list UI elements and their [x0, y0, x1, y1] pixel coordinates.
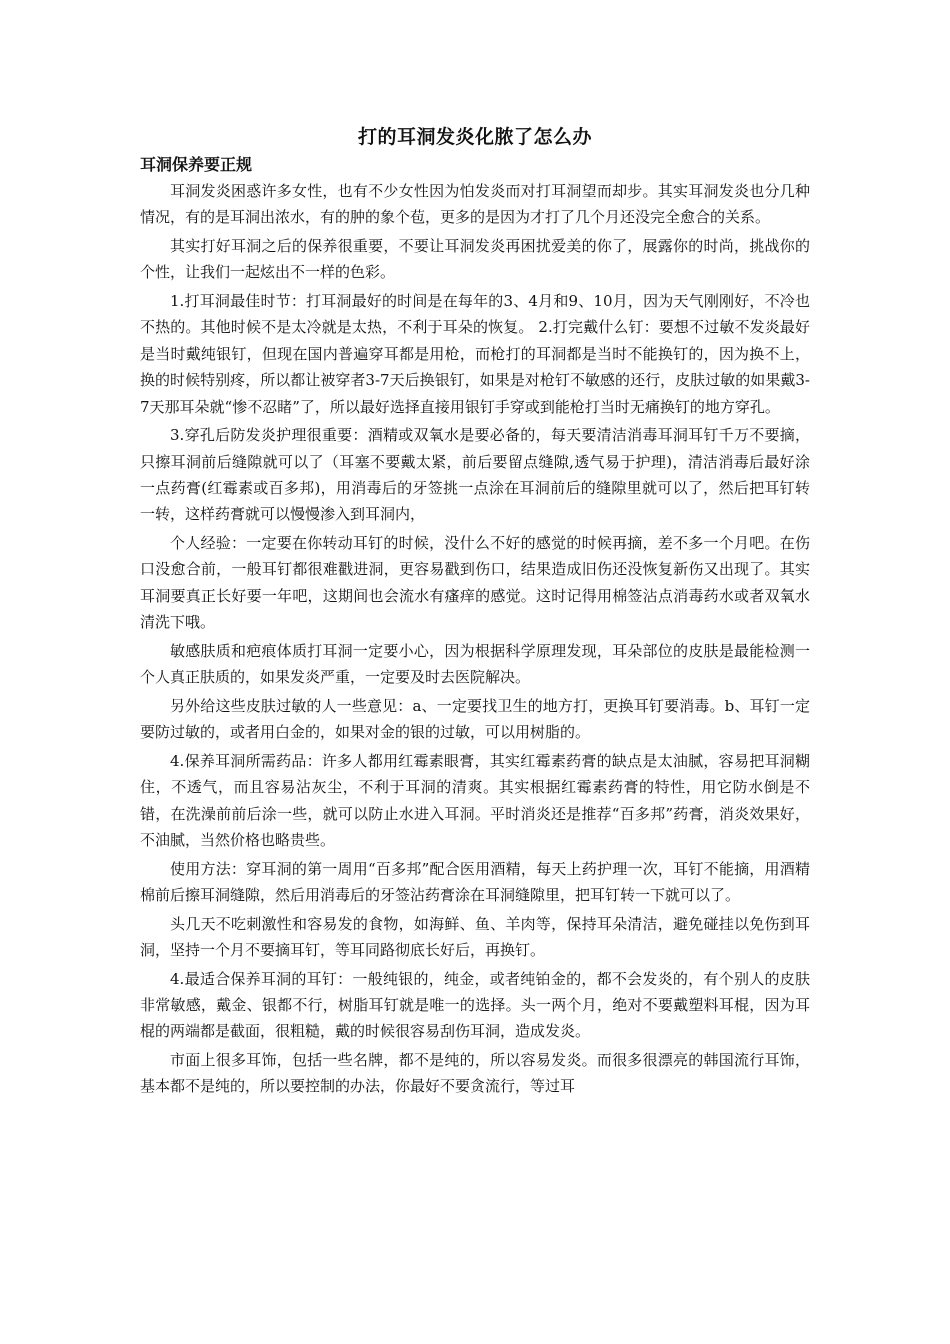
paragraph-best-studs: 4.最适合保养耳洞的耳钉：一般纯银的，纯金，或者纯铂金的，都不会发炎的，有个别人的皮肤非常敏感，戴金、银都不行，树脂耳钉就是唯一的选择。头一两个月，绝对不要戴塑料耳棍，因为耳棍的两端都是截面，很粗糙，戴的时候很容易刮伤耳洞，造成发炎。	[140, 969, 810, 1041]
paragraph-diet: 头几天不吃刺激性和容易发的食物，如海鲜、鱼、羊肉等，保持耳朵清洁，避免碰挂以免伤到耳洞，坚持一个月不要摘耳钉，等耳同路彻底长好后，再换钉。	[140, 914, 810, 960]
paragraph-personal-experience: 个人经验：一定要在你转动耳钉的时候，没什么不好的感觉的时候再摘，差不多一个月吧。在伤口没愈合前，一般耳钉都很难戳进洞，更容易戳到伤口，结果造成旧伤还没恢复新伤又出现了。其实耳洞要真正长好要一年吧，这期间也会流水有瘙痒的感觉。这时记得用棉签沾点消毒药水或者双氧水清洗下哦。	[140, 534, 810, 632]
paragraph-medication: 4.保养耳洞所需药品：许多人都用红霉素眼膏，其实红霉素药膏的缺点是太油腻，容易把耳洞糊住，不透气，而且容易沾灰尘，不利于耳洞的清爽。其实根据红霉素药膏的特性，用它防水倒是不错，在洗澡前前后涂一些，就可以防止水进入耳洞。平时消炎还是推荐“百多邦”药膏，消炎效果好，不油腻，当然价格也略贵些。	[140, 751, 810, 850]
paragraph-timing-and-studs: 1.打耳洞最佳时节：打耳洞最好的时间是在每年的3、4月和9、10月，因为天气刚刚好，不冷也不热的。其他时候不是太冷就是太热，不利于耳朵的恢复。 2.打完戴什么钉：要想不过敏不发炎最好是当时戴纯银钉，但现在国内普遍穿耳都是用枪，而枪打的耳洞都是当时不能换钉的，因为换不上，换的时候特别疼，所以都让被穿者3-7天后换银钉，如果是对枪钉不敏感的还行，皮肤过敏的如果戴3-7天那耳朵就“惨不忍睹”了，所以最好选择直接用银钉手穿或到能枪打当时无痛换钉的地方穿孔。	[140, 292, 810, 416]
paragraph-care-importance: 其实打好耳洞之后的保养很重要，不要让耳洞发炎再困扰爱美的你了，展露你的时尚，挑战你的个性，让我们一起炫出不一样的色彩。	[140, 237, 810, 282]
paragraph-market-earrings: 市面上很多耳饰，包括一些名牌，都不是纯的，所以容易发炎。而很多很漂亮的韩国流行耳饰，基本都不是纯的，所以要控制的办法，你最好不要贪流行，等过耳	[140, 1051, 810, 1096]
paragraph-sensitive-skin: 敏感肤质和疤痕体质打耳洞一定要小心，因为根据科学原理发现，耳朵部位的皮肤是最能检测一个人真正肤质的，如果发炎严重，一定要及时去医院解决。	[140, 641, 810, 687]
section-heading: 耳洞保养要正规	[140, 155, 253, 174]
paragraph-allergy-advice: 另外给这些皮肤过敏的人一些意见：a、一定要找卫生的地方打，更换耳钉要消毒。b、耳钉一定要防过敏的，或者用白金的，如果对金的银的过敏，可以用树脂的。	[140, 696, 810, 742]
page-title: 打的耳洞发炎化脓了怎么办	[357, 126, 592, 148]
document-page	[140, 122, 810, 1100]
paragraph-intro: 耳洞发炎困惑许多女性，也有不少女性因为怕发炎而对打耳洞望而却步。其实耳洞发炎也分几种情况，有的是耳洞出浓水，有的肿的象个苞，更多的是因为才打了几个月还没完全愈合的关系。	[140, 182, 810, 227]
paragraph-usage-method: 使用方法：穿耳洞的第一周用“百多邦”配合医用酒精，每天上药护理一次，耳钉不能摘，用酒精棉前后擦耳洞缝隙，然后用消毒后的牙签沾药膏涂在耳洞缝隙里，把耳钉转一下就可以了。	[140, 859, 810, 905]
paragraph-aftercare: 3.穿孔后防发炎护理很重要：酒精或双氧水是要必备的，每天要清洁消毒耳洞耳钉千万不要摘，只擦耳洞前后缝隙就可以了（耳塞不要戴太紧，前后要留点缝隙,透气易于护理)，清洁消毒后最好涂一点药膏(红霉素或百多邦)，用消毒后的牙签挑一点涂在耳洞前后的缝隙里就可以了，然后把耳钉转一转，这样药膏就可以慢慢渗入到耳洞内，	[140, 426, 810, 524]
